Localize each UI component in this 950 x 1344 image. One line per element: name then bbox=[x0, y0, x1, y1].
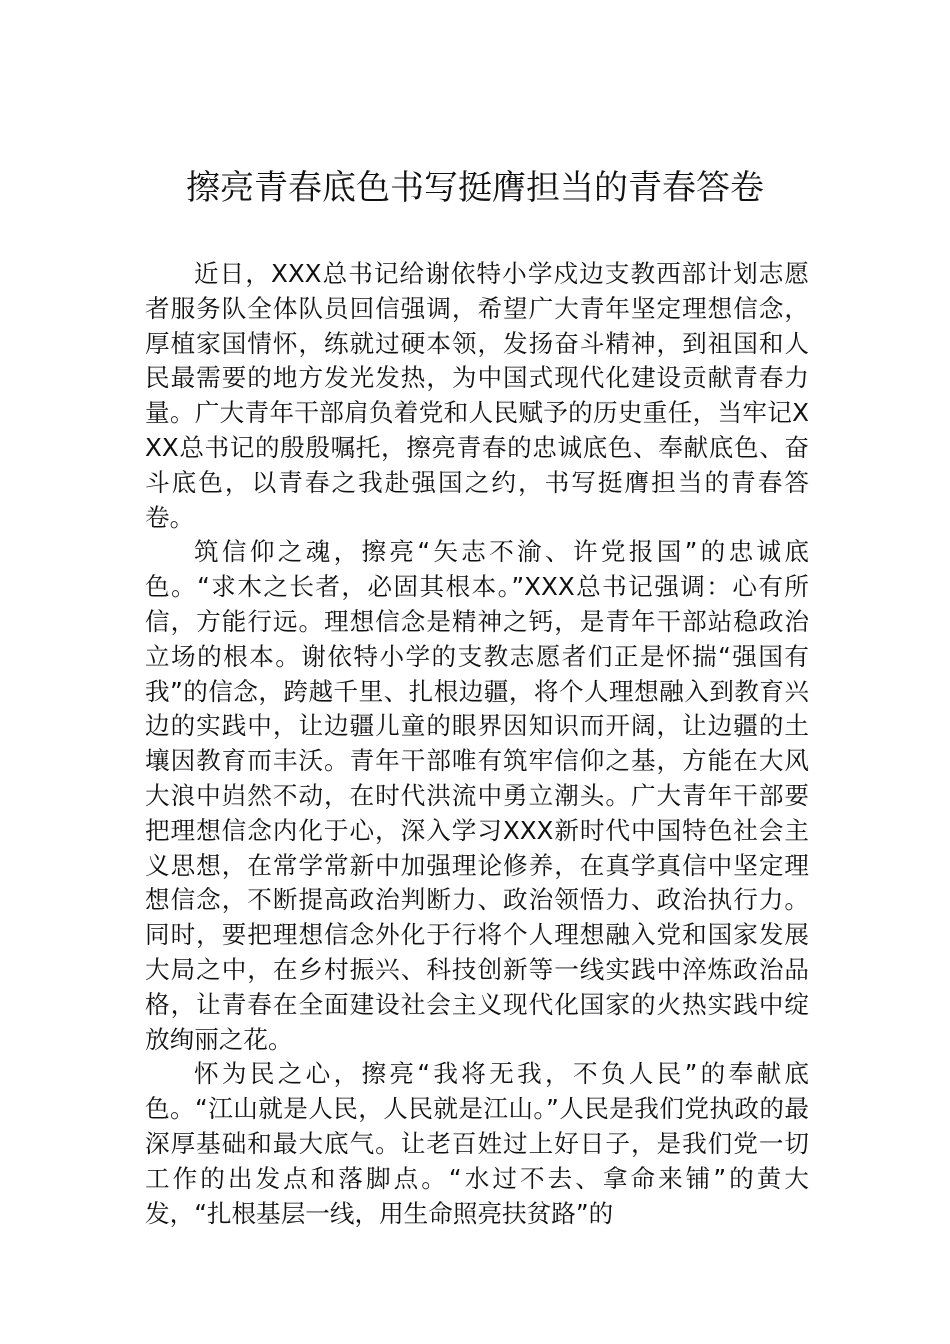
paragraph-dedication: 怀为民之心，擦亮“我将无我，不负人民”的奉献底色。“江山就是人民，人民就是江山。”人民是我们党执政的最深厚基础和最大底气。让老百姓过上好日子，是我们党一切工作的出发点和落脚点。“水过不去、拿命来铺”的黄大发，“扎根基层一线，用生命照亮扶贫路”的 bbox=[145, 1059, 809, 1228]
document-title: 擦亮青春底色书写挺膺担当的青春答卷 bbox=[186, 168, 764, 208]
document-body bbox=[145, 257, 809, 1231]
paragraph-intro: 近日，XXX总书记给谢依特小学戍边支教西部计划志愿者服务队全体队员回信强调，希望广大青年坚定理想信念，厚植家国情怀，练就过硬本领，发扬奋斗精神，到祖国和人民最需要的地方发光发热，为中国式现代化建设贡献青春力量。广大青年干部肩负着党和人民赋予的历史重任，当牢记XXX总书记的殷殷嘱托，擦亮青春的忠诚底色、奉献底色、奋斗底色，以青春之我赴强国之约，书写挺膺担当的青春答卷。 bbox=[145, 259, 809, 532]
paragraph-loyalty: 筑信仰之魂，擦亮“矢志不渝、许党报国”的忠诚底色。“求木之长者，必固其根本。”XXX总书记强调：心有所信，方能行远。理想信念是精神之钙，是青年干部站稳政治立场的根本。谢依特小学的支教志愿者们正是怀揣“强国有我”的信念，跨越千里、扎根边疆，将个人理想融入到教育兴边的实践中，让边疆儿童的眼界因知识而开阔，让边疆的土壤因教育而丰沃。青年干部唯有筑牢信仰之基，方能在大风大浪中岿然不动，在时代洪流中勇立潮头。广大青年干部要把理想信念内化于心，深入学习XXX新时代中国特色社会主义思想，在常学常新中加强理论修养，在真学真信中坚定理想信念，不断提高政治判断力、政治领悟力、政治执行力。同时，要把理想信念外化于行将个人理想融入党和国家发展大局之中，在乡村振兴、科技创新等一线实践中淬炼政治品格，让青春在全面建设社会主义现代化国家的火热实践中绽放绚丽之花。 bbox=[145, 537, 809, 1054]
